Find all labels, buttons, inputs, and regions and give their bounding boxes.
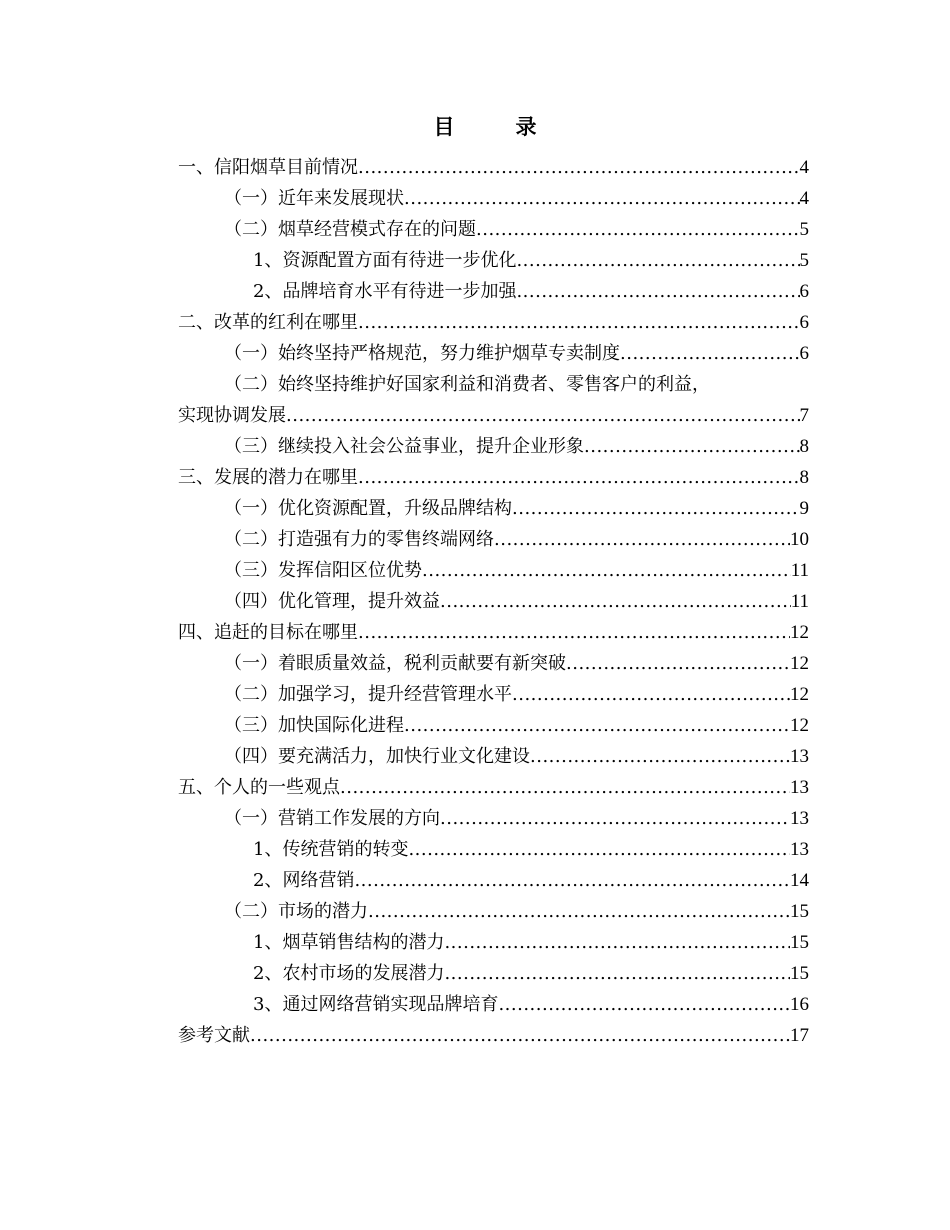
toc-entry-4-3[interactable] [178,710,809,741]
toc-entry-3-1[interactable] [178,493,809,524]
toc-entry-label: 1、资源配置方面有待进一步优化 [253,250,517,271]
toc-dot-leader [516,276,799,307]
toc-entry-label: 2、农村市场的发展潜力 [253,963,445,984]
toc-page-number: 12 [790,622,809,643]
toc-entry-label: （二）市场的潜力 [224,901,368,922]
toc-dot-leader [358,307,800,338]
toc-page-number: 15 [790,932,809,953]
toc-entry-label: 二、改革的红利在哪里 [178,312,358,333]
toc-page-number: 7 [799,405,809,426]
toc-page-number: 14 [790,870,809,891]
toc-entry-label: （三）发挥信阳区位优势 [224,560,422,581]
toc-entry-5[interactable] [178,772,809,803]
toc-dot-leader [440,586,791,617]
toc-dot-leader [516,245,799,276]
toc-dot-leader [440,803,790,834]
toc-entry-5-2-3[interactable] [178,989,809,1020]
toc-entry-label: 一、信阳烟草目前情况 [178,157,358,178]
toc-page-number: 9 [799,498,809,519]
toc-entry-3-2[interactable] [178,524,809,555]
toc-page-number: 8 [799,467,809,488]
toc-entry-label: （一）始终坚持严格规范，努力维护烟草专卖制度 [224,343,620,364]
toc-page-number: 13 [790,746,809,767]
toc-entry-label: （二）加强学习，提升经营管理水平 [224,684,512,705]
toc-entry-3[interactable] [178,462,809,493]
toc-entry-1-2-2[interactable] [178,276,809,307]
toc-entry-label: 3、通过网络营销实现品牌培育 [253,994,499,1015]
toc-page-number: 13 [790,808,809,829]
toc-page-number: 8 [799,436,809,457]
toc-dot-leader [620,338,800,369]
toc-page-number: 10 [790,529,809,550]
toc-entry-label: 1、传统营销的转变 [253,839,409,860]
toc-entry-4-4[interactable] [178,741,809,772]
toc-page-number: 4 [799,188,809,209]
toc-page-number: 13 [790,839,809,860]
toc-dot-leader [358,617,790,648]
toc-entry-5-2-1[interactable] [178,927,809,958]
toc-page-number: 5 [799,219,809,240]
toc-page-number: 6 [799,281,809,302]
toc-entry-label: （四）要充满活力，加快行业文化建设 [224,746,530,767]
toc-dot-leader [408,834,790,865]
toc-entry-label: 三、发展的潜力在哪里 [178,467,358,488]
toc-entry-2[interactable] [178,307,809,338]
toc-dot-leader [404,183,800,214]
toc-dot-leader [512,679,790,710]
toc-entry-5-1[interactable] [178,803,809,834]
toc-dot-leader [422,555,791,586]
toc-entry-label: 2、网络营销 [253,870,355,891]
toc-entry-line2 [178,400,809,431]
toc-entry-label-line1: （二）始终坚持维护好国家利益和消费者、零售客户的利益， [224,374,710,395]
table-of-contents [178,152,809,1051]
toc-dot-leader [476,214,800,245]
toc-entry-5-1-1[interactable] [178,834,809,865]
toc-entry-4[interactable] [178,617,809,648]
toc-entry-1-1[interactable] [178,183,809,214]
toc-page-number: 6 [799,312,809,333]
toc-page-number: 6 [799,343,809,364]
toc-dot-leader [494,524,790,555]
toc-entry-2-3[interactable] [178,431,809,462]
toc-page-number: 12 [790,653,809,674]
toc-entry-1-2[interactable] [178,214,809,245]
toc-page-number: 5 [799,250,809,271]
toc-dot-leader [368,896,790,927]
toc-dot-leader [404,710,790,741]
toc-page-number: 12 [790,715,809,736]
toc-entry-label: （一）优化资源配置，升级品牌结构 [224,498,512,519]
toc-page-number: 17 [790,1025,809,1046]
toc-entry-1-2-1[interactable] [178,245,809,276]
toc-entry-5-2-2[interactable] [178,958,809,989]
toc-dot-leader [340,772,790,803]
toc-entry-label: 1、烟草销售结构的潜力 [253,932,445,953]
toc-dot-leader [358,462,800,493]
toc-dot-leader [250,1020,790,1051]
toc-page-number: 4 [799,157,809,178]
toc-page-number: 11 [790,560,809,581]
toc-entry-label-line2: 实现协调发展 [178,405,286,426]
toc-entry-label: 五、个人的一些观点 [178,777,340,798]
toc-entry-4-2[interactable] [178,679,809,710]
toc-entry-1[interactable] [178,152,809,183]
toc-entry-2-1[interactable] [178,338,809,369]
toc-dot-leader [498,989,790,1020]
toc-page-number: 15 [790,901,809,922]
toc-entry-2-2[interactable] [178,369,809,431]
toc-page-number: 13 [790,777,809,798]
toc-page-number: 16 [790,994,809,1015]
toc-entry-5-1-2[interactable] [178,865,809,896]
toc-entry-3-3[interactable] [178,555,809,586]
toc-page-number: 12 [790,684,809,705]
toc-title: 目 录 [433,114,557,139]
toc-entry-references[interactable] [178,1020,809,1051]
toc-entry-label: 2、品牌培育水平有待进一步加强 [253,281,517,302]
toc-dot-leader [286,400,800,431]
toc-entry-label: （四）优化管理，提升效益 [224,591,440,612]
toc-dot-leader [566,648,790,679]
toc-dot-leader [444,958,790,989]
toc-dot-leader [358,152,800,183]
toc-entry-4-1[interactable] [178,648,809,679]
toc-entry-5-2[interactable] [178,896,809,927]
toc-entry-label: （二）打造强有力的零售终端网络 [224,529,494,550]
toc-dot-leader [584,431,800,462]
toc-entry-label: （三）继续投入社会公益事业，提升企业形象 [224,436,584,457]
toc-entry-label: 参考文献 [178,1025,250,1046]
toc-entry-label: （一）着眼质量效益，税利贡献要有新突破 [224,653,566,674]
toc-dot-leader [354,865,790,896]
toc-entry-label: （二）烟草经营模式存在的问题 [224,219,476,240]
toc-dot-leader [530,741,790,772]
toc-entry-3-4[interactable] [178,586,809,617]
toc-page-number: 15 [790,963,809,984]
toc-dot-leader [512,493,800,524]
toc-entry-label: （一）营销工作发展的方向 [224,808,440,829]
toc-entry-label: 四、追赶的目标在哪里 [178,622,358,643]
toc-page-number: 11 [790,591,809,612]
toc-entry-label: （一）近年来发展现状 [224,188,404,209]
toc-entry-label: （三）加快国际化进程 [224,715,404,736]
toc-dot-leader [444,927,790,958]
